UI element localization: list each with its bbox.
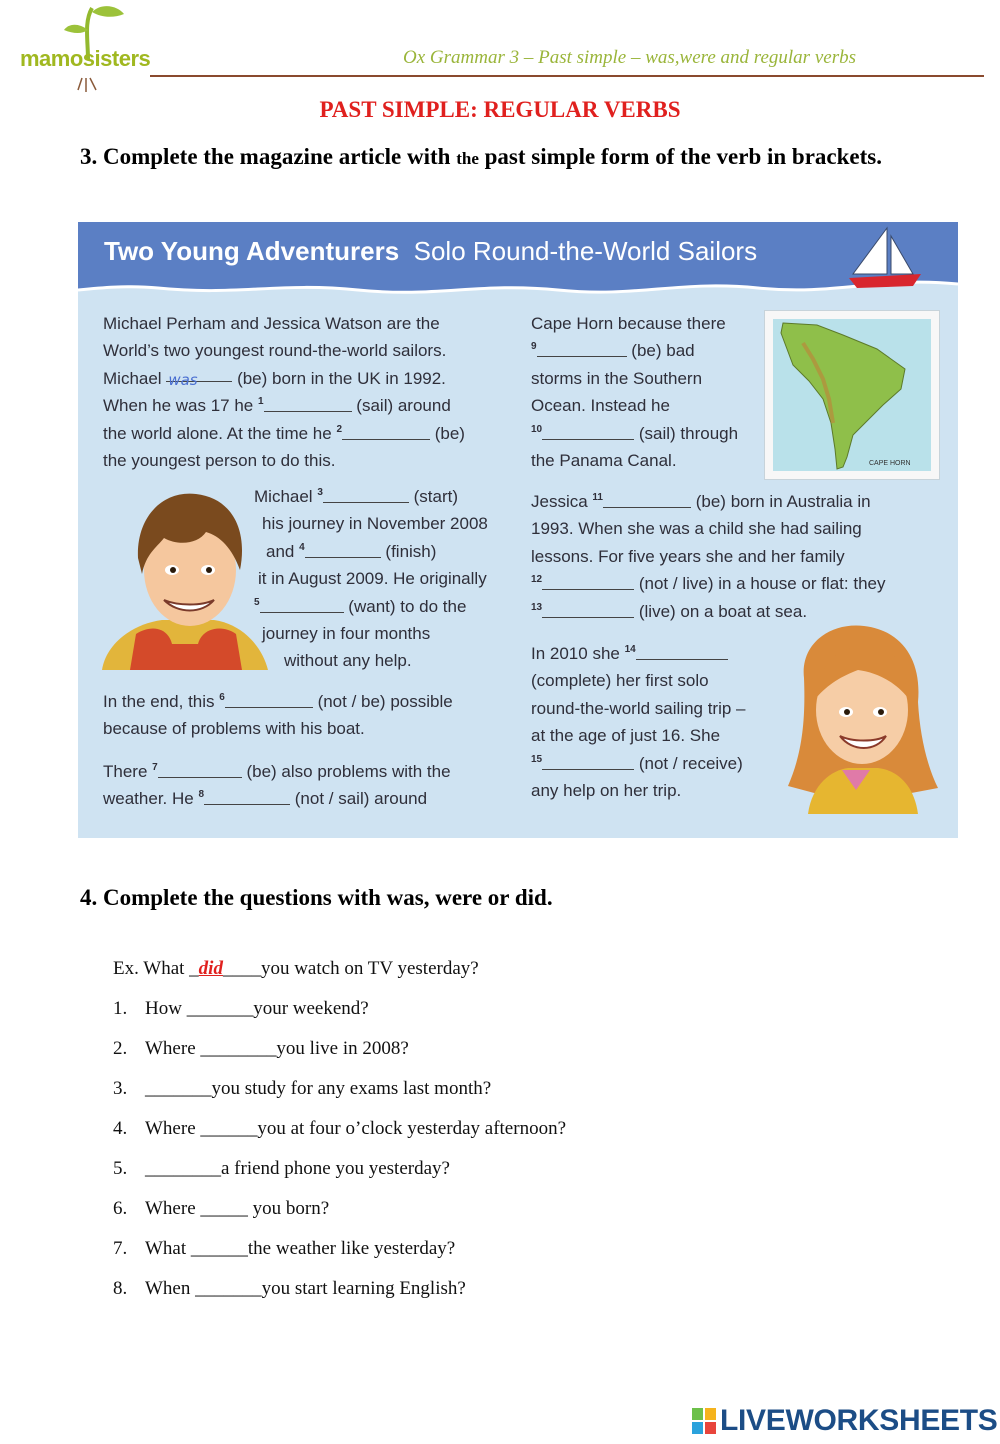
liveworksheets-wordmark: LIVEWORKSHEETS: [720, 1404, 998, 1437]
article-paragraph-6: Jessica $^{11}$ (be) born in Australia in 1993. When she was a child she had sailing lessons. For five years she and her family $^{12}$ (not / live) in a house or flat: they $^{13}$ (live) on a boat at sea.: [531, 492, 886, 621]
gap-13[interactable]: [542, 602, 634, 618]
question-1[interactable]: 1. How _______your weekend?: [113, 998, 369, 1019]
gap-14[interactable]: [636, 644, 728, 660]
page-title: PAST SIMPLE: REGULAR VERBS: [319, 97, 681, 122]
question-5[interactable]: 5. ________a friend phone you yesterday?: [113, 1158, 450, 1179]
question-8[interactable]: 8. When _______you start learning English?: [113, 1278, 466, 1299]
question-4[interactable]: 4. Where ______you at four o’clock yesterday afternoon?: [113, 1118, 566, 1139]
example-blank: was: [166, 366, 232, 382]
question-6[interactable]: 6. Where _____ you born?: [113, 1198, 330, 1219]
map-cape-horn-label: CAPE HORN: [869, 460, 911, 467]
magazine-article: [78, 222, 958, 838]
article-paragraph-2: Michael $^3$ (start) his journey in November 2008 and $^4$ (finish) it in August 2009. He originally $^5$ (want) to do the journey in four months without any help.: [254, 487, 488, 671]
gap-4[interactable]: [305, 542, 381, 558]
gap-2[interactable]: [342, 424, 430, 440]
question-2[interactable]: 2. Where ________you live in 2008?: [113, 1038, 409, 1059]
gap-10[interactable]: [542, 424, 634, 440]
gap-11[interactable]: [603, 492, 691, 508]
logo-wordmark: mamosisters: [20, 46, 151, 71]
gap-9[interactable]: [537, 341, 627, 357]
sailboat-icon: [843, 224, 925, 296]
gap-8[interactable]: [204, 789, 290, 805]
exercise-4-instructions: 4. Complete the questions with was, were or did.: [80, 885, 553, 910]
liveworksheets-logo-icon: [692, 1408, 716, 1434]
exercise-3-instructions: 3. Complete the magazine article with the past simple form of the verb in brackets.: [80, 144, 882, 169]
gap-3[interactable]: [323, 487, 409, 503]
article-paragraph-4: There $^7$ (be) also problems with the weather. He $^8$ (not / sail) around: [103, 762, 451, 809]
gap-5[interactable]: [260, 597, 344, 613]
header-rule: [150, 75, 984, 77]
article-paragraph-1: Michael Perham and Jessica Watson are the World’s two youngest round-the-world sailors. Michael was (be) born in the UK in 1992. When he was 17 he $^1$ (sail) around the world alone. At the time he $^2$ (be) the youngest person to do this.: [103, 314, 465, 471]
jessica-illustration: [778, 618, 938, 814]
document-header-title: Ox Grammar 3 – Past simple – was,were and regular verbs: [403, 47, 856, 68]
gap-6[interactable]: [225, 692, 313, 708]
gap-7[interactable]: [158, 762, 242, 778]
article-title: Two Young Adventurers Solo Round-the-World Sailors: [104, 236, 758, 266]
example-answer: did: [198, 958, 223, 979]
gap-1[interactable]: [264, 396, 352, 412]
article-paragraph-7: In 2010 she $^{14}$ (complete) her first solo round-the-world sailing trip – at the age of just 16. She $^{15}$ (not / receive) any help on her trip.: [531, 644, 746, 801]
gap-12[interactable]: [542, 574, 634, 590]
question-7[interactable]: 7. What ______the weather like yesterday?: [113, 1238, 456, 1259]
south-america-map: [764, 310, 940, 480]
article-paragraph-5: Cape Horn because there $^9$ (be) bad storms in the Southern Ocean. Instead he $^{10}$ (sail) through the Panama Canal.: [531, 314, 739, 471]
map-image: [773, 319, 931, 471]
question-3[interactable]: 3. _______you study for any exams last month?: [113, 1078, 492, 1099]
liveworksheets-brand: [692, 1404, 998, 1438]
exercise-4-example: Ex. What _did____you watch on TV yesterday?: [113, 958, 479, 979]
article-paragraph-3: In the end, this $^6$ (not / be) possible because of problems with his boat.: [103, 692, 453, 739]
michael-illustration: [102, 474, 268, 670]
gap-15[interactable]: [542, 754, 634, 770]
